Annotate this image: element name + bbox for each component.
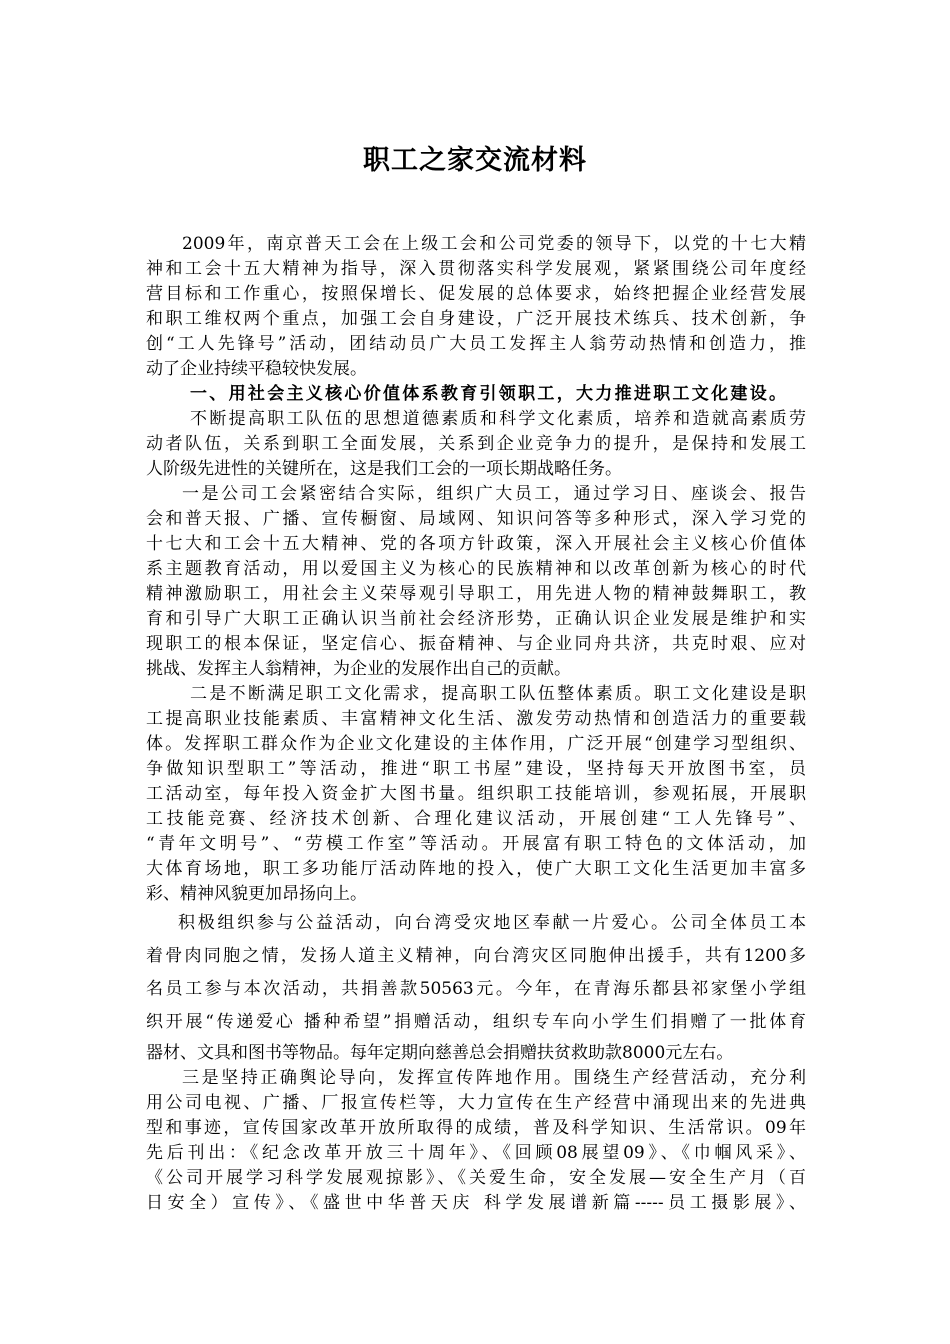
body-line: 精神激励职工，用社会主义荣辱观引导职工，用先进人物的精神鼓舞职工，教 (146, 584, 806, 604)
body-line: 和职工维权两个重点，加强工会自身建设，广泛开展技术练兵、技术创新，争 (146, 309, 806, 329)
body-line: 动了企业持续平稳较快发展。 (146, 359, 367, 379)
body-line: 挑战、发挥主人翁精神，为企业的发展作出自己的贡献。 (146, 659, 571, 679)
body-line: 工技能竞赛、经济技术创新、合理化建议活动，开展创建“工人先锋号”、 (146, 809, 806, 829)
body-line: 先后刊出：《纪念改革开放三十周年》、《回顾08展望09》、《巾帼风采》、 (146, 1143, 806, 1163)
body-line: 体。发挥职工群众作为企业文化建设的主体作用，广泛开展“创建学习型组织、 (146, 734, 806, 754)
body-line: 大体育场地，职工多功能厅活动阵地的投入，使广大职工文化生活更加丰富多 (146, 859, 806, 879)
body-line: 2009年，南京普天工会在上级工会和公司党委的领导下，以党的十七大精 (182, 234, 806, 254)
body-line: 着骨肉同胞之情，发扬人道主义精神，向台湾灾区同胞伸出援手，共有1200多 (146, 946, 806, 966)
body-line: 十七大和工会十五大精神、党的各项方针政策，深入开展社会主义核心价值体 (146, 534, 806, 554)
body-line: 育和引导广大职工正确认识当前社会经济形势，正确认识企业发展是维护和实 (146, 609, 806, 629)
body-line: 现职工的根本保证，坚定信心、振奋精神、与企业同舟共济，共克时艰、应对 (146, 634, 806, 654)
body-line: 《公司开展学习科学发展观掠影》、《关爱生命，安全发展—安全生产月（百 (146, 1168, 806, 1188)
body-line: 神和工会十五大精神为指导，深入贯彻落实科学发展观，紧紧围绕公司年度经 (146, 259, 806, 279)
body-line: 系主题教育活动，用以爱国主义为核心的民族精神和以改革创新为核心的时代 (146, 559, 806, 579)
section-heading: 一、用社会主义核心价值体系教育引领职工，大力推进职工文化建设。 (190, 384, 786, 404)
body-line: 二是不断满足职工文化需求，提高职工队伍整体素质。职工文化建设是职 (190, 684, 806, 704)
body-line: 营目标和工作重心，按照保增长、促发展的总体要求，始终把握企业经营发展 (146, 284, 806, 304)
body-line: “青年文明号”、“劳模工作室”等活动。开展富有职工特色的文体活动，加 (146, 834, 806, 854)
body-line: 彩、精神风貌更加昂扬向上。 (146, 884, 367, 904)
body-line: 争做知识型职工”等活动，推进“职工书屋”建设，坚持每天开放图书室，员 (146, 759, 806, 779)
document-title: 职工之家交流材料 (363, 145, 587, 176)
body-line: 积极组织参与公益活动，向台湾受灾地区奉献一片爱心。公司全体员工本 (178, 913, 806, 933)
body-line: 工活动室，每年投入资金扩大图书量。组织职工技能培训，参观拓展，开展职 (146, 784, 806, 804)
body-line: 动者队伍，关系到职工全面发展，关系到企业竞争力的提升，是保持和发展工 (146, 434, 806, 454)
body-line: 型和事迹，宣传国家改革开放所取得的成绩，普及科学知识、生活常识。09年 (146, 1118, 806, 1138)
body-line: 会和普天报、广播、宣传橱窗、局域网、知识问答等多种形式，深入学习党的 (146, 509, 806, 529)
body-line: 人阶级先进性的关键所在，这是我们工会的一项长期战略任务。 (146, 459, 622, 479)
body-line: 不断提高职工队伍的思想道德素质和科学文化素质，培养和造就高素质劳 (190, 409, 806, 429)
body-line: 器材、文具和图书等物品。每年定期向慈善总会捐赠扶贫救助款8000元左右。 (146, 1043, 734, 1063)
body-line: 一是公司工会紧密结合实际，组织广大员工，通过学习日、座谈会、报告 (182, 484, 806, 504)
body-line: 工提高职业技能素质、丰富精神文化生活、激发劳动热情和创造活力的重要载 (146, 709, 806, 729)
body-line: 名员工参与本次活动，共捐善款50563元。今年，在青海乐都县祁家堡小学组 (146, 979, 807, 999)
body-line: 用公司电视、广播、厂报宣传栏等，大力宣传在生产经营中涌现出来的先进典 (146, 1093, 806, 1113)
body-line: 创“工人先锋号”活动，团结动员广大员工发挥主人翁劳动热情和创造力，推 (146, 334, 806, 354)
body-line: 织开展“传递爱心 播种希望”捐赠活动，组织专车向小学生们捐赠了一批体育 (146, 1012, 806, 1032)
body-line: 日安全）宣传》、《盛世中华普天庆 科学发展谱新篇-----员工摄影展》、 (146, 1193, 806, 1213)
body-line: 三是坚持正确舆论导向，发挥宣传阵地作用。围绕生产经营活动，充分利 (182, 1068, 806, 1088)
